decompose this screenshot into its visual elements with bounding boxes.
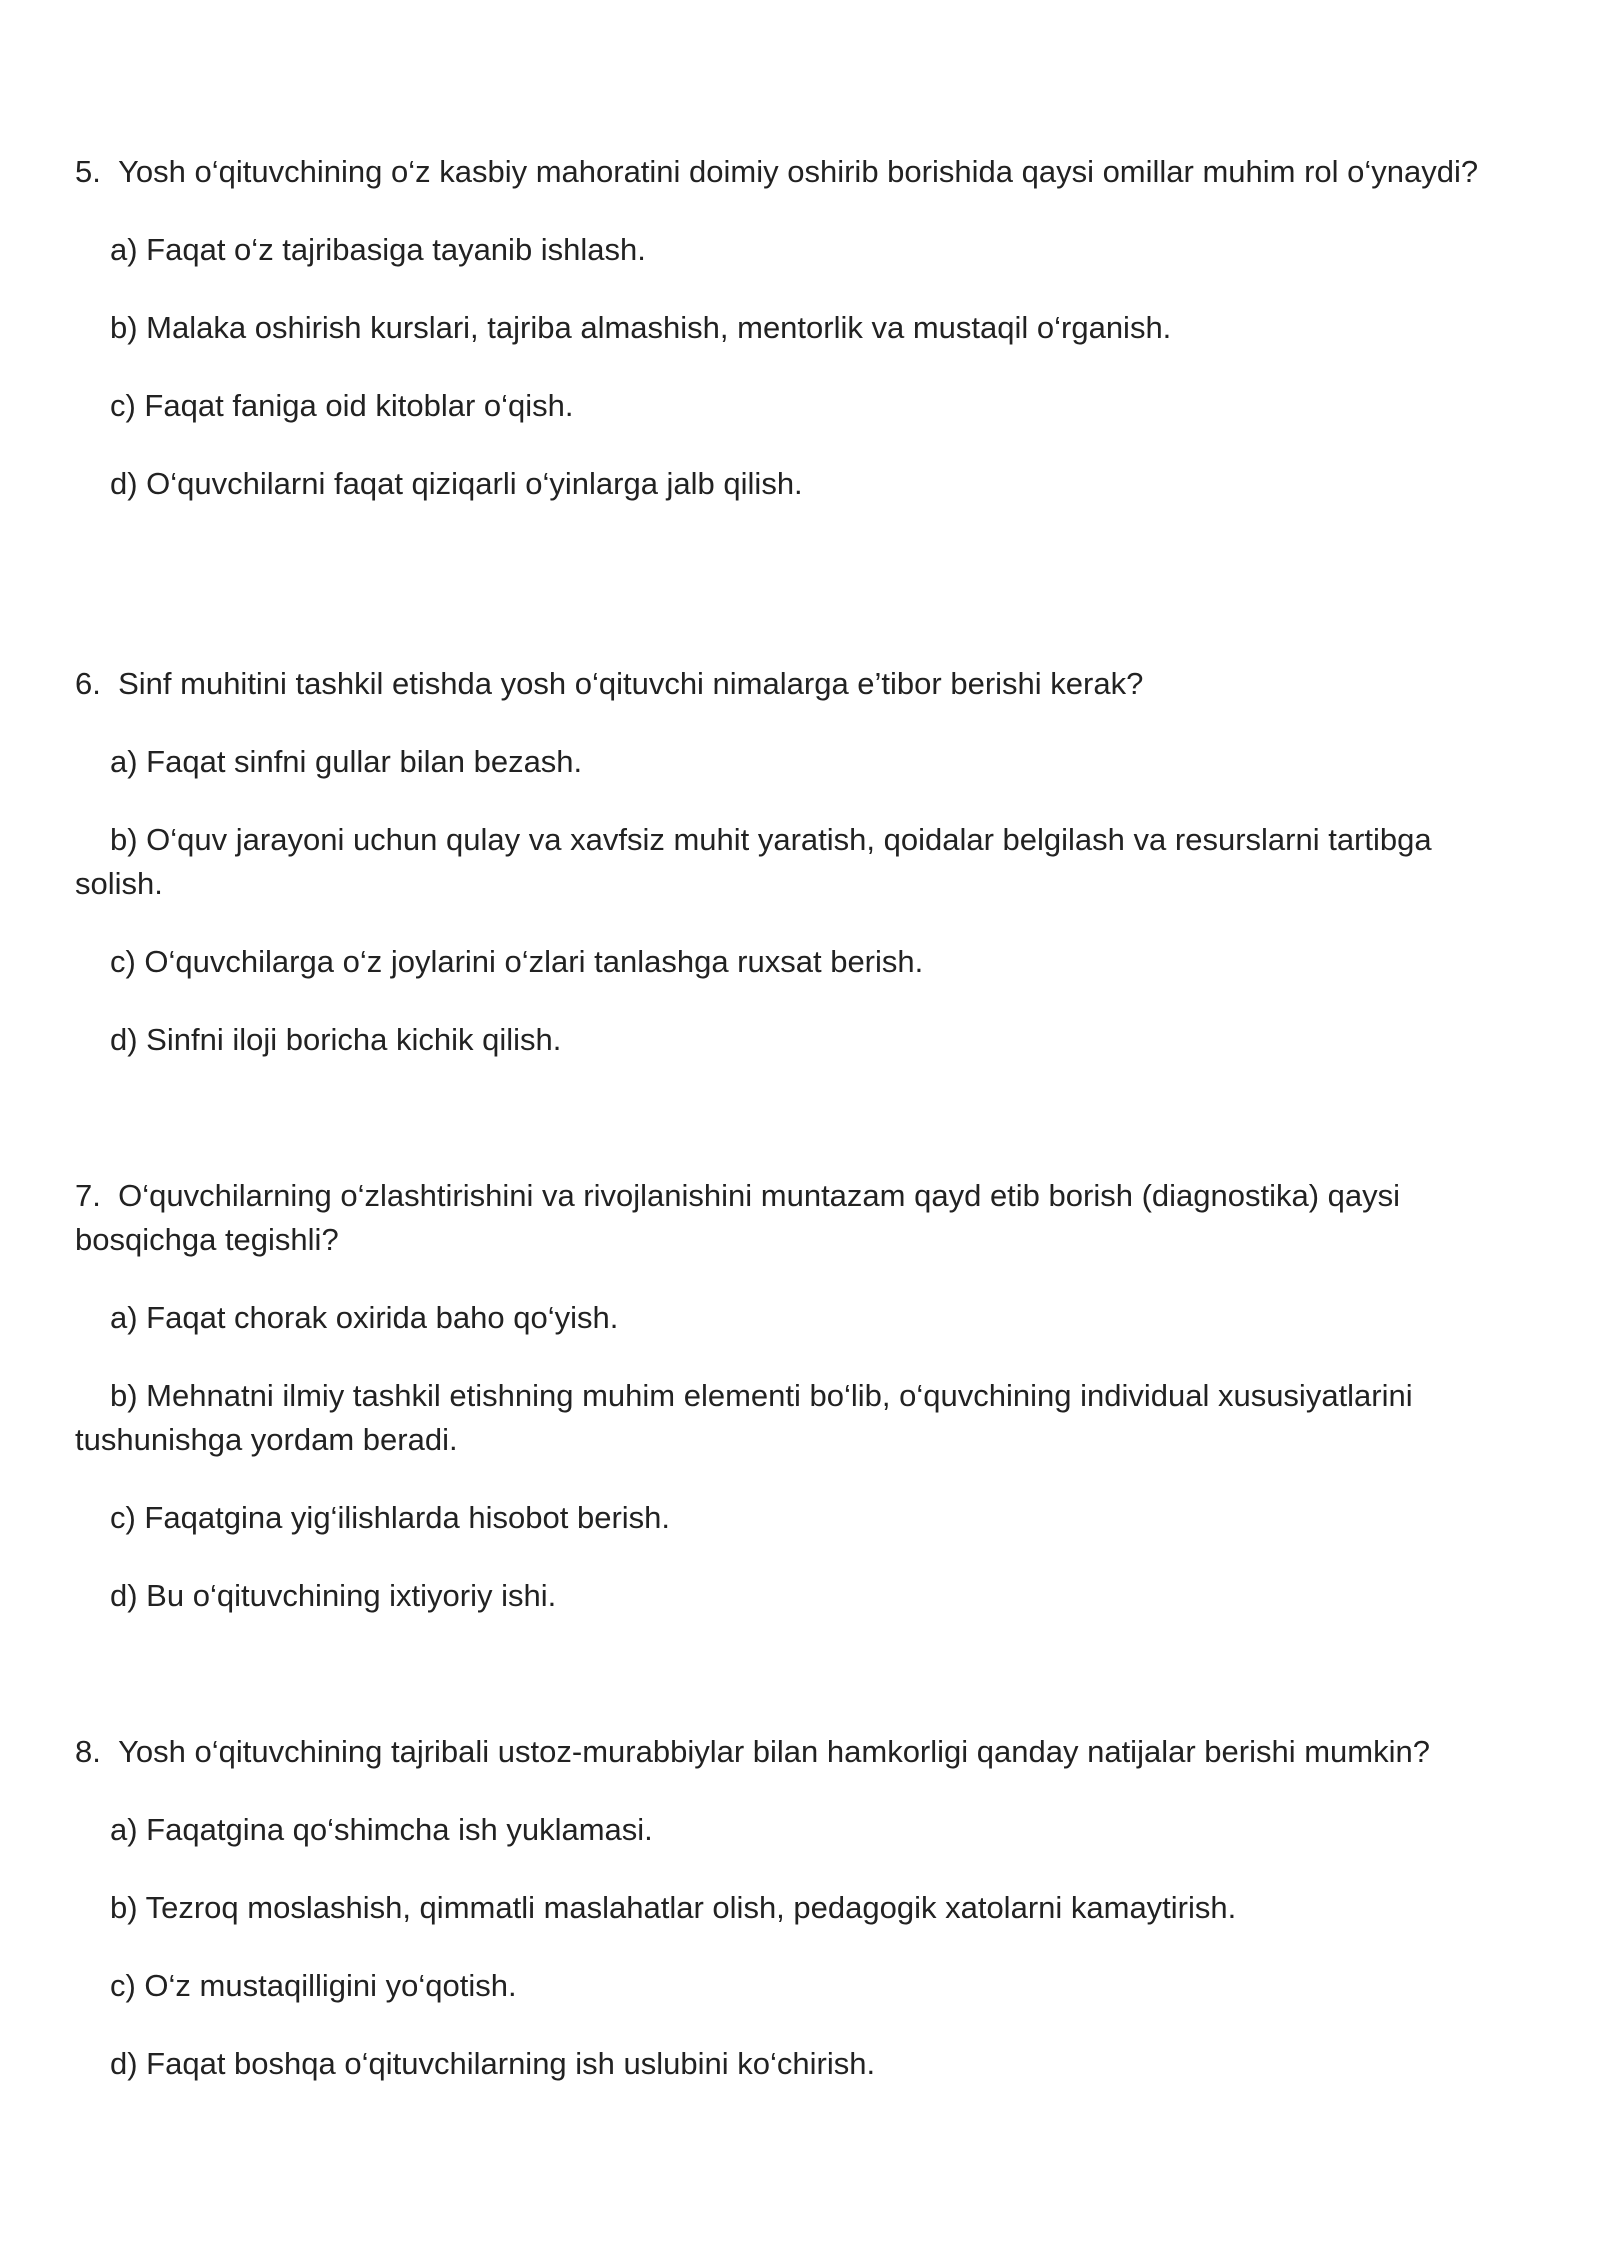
question-7-number: 7. [75, 1178, 101, 1213]
question-7-option-b: b) Mehnatni ilmiy tashkil etishning muhim elementi bo‘lib, o‘quvchining individual xususiyatlarini tushunishga yordam beradi. [75, 1378, 1413, 1457]
question-8-text [75, 1730, 1515, 1774]
question-5-option-c: c) Faqat faniga oid kitoblar o‘qish. [110, 388, 574, 423]
question-8-option-c: c) O‘z mustaqilligini yo‘qotish. [110, 1968, 517, 2003]
question-6-option-a: a) Faqat sinfni gullar bilan bezash. [110, 744, 583, 779]
question-6 [75, 662, 1515, 1062]
question-6-number: 6. [75, 666, 101, 701]
question-6-option-d: d) Sinfni iloji boricha kichik qilish. [110, 1022, 562, 1057]
question-7-option-a: a) Faqat chorak oxirida baho qo‘yish. [110, 1300, 619, 1335]
question-7-option-d: d) Bu o‘qituvchining ixtiyoriy ishi. [110, 1578, 557, 1613]
question-6-text [75, 662, 1515, 706]
question-5 [75, 150, 1515, 506]
question-8-option-b: b) Tezroq moslashish, qimmatli maslahatlar olish, pedagogik xatolarni kamaytirish. [110, 1890, 1237, 1925]
question-7-text [75, 1174, 1515, 1262]
question-6-option-c: c) O‘quvchilarga o‘z joylarini o‘zlari tanlashga ruxsat berish. [110, 944, 924, 979]
question-5-prompt: Yosh o‘qituvchining o‘z kasbiy mahoratini doimiy oshirib borishida qaysi omillar muhim rol o‘ynaydi? [118, 154, 1479, 189]
question-8-prompt: Yosh o‘qituvchining tajribali ustoz-murabbiylar bilan hamkorligi qanday natijalar berishi mumkin? [118, 1734, 1430, 1769]
question-7-option-c: c) Faqatgina yig‘ilishlarda hisobot berish. [110, 1500, 671, 1535]
question-7-prompt: O‘quvchilarning o‘zlashtirishini va rivojlanishini muntazam qayd etib borish (diagnostika) qaysi bosqichga tegishli? [75, 1178, 1401, 1257]
question-5-number: 5. [75, 154, 101, 189]
question-6-option-b: b) O‘quv jarayoni uchun qulay va xavfsiz muhit yaratish, qoidalar belgilash va resurslarni tartibga solish. [75, 822, 1432, 901]
question-5-text [75, 150, 1515, 194]
question-6-prompt: Sinf muhitini tashkil etishda yosh o‘qituvchi nimalarga e’tibor berishi kerak? [118, 666, 1144, 701]
question-5-option-a: a) Faqat o‘z tajribasiga tayanib ishlash. [110, 232, 646, 267]
question-8-number: 8. [75, 1734, 101, 1769]
question-8-option-a: a) Faqatgina qo‘shimcha ish yuklamasi. [110, 1812, 653, 1847]
question-5-option-d: d) O‘quvchilarni faqat qiziqarli o‘yinlarga jalb qilish. [110, 466, 803, 501]
question-7 [75, 1174, 1515, 1618]
question-5-option-b: b) Malaka oshirish kurslari, tajriba almashish, mentorlik va mustaqil o‘rganish. [110, 310, 1172, 345]
question-8-option-d: d) Faqat boshqa o‘qituvchilarning ish uslubini ko‘chirish. [110, 2046, 876, 2081]
question-8 [75, 1730, 1515, 2086]
